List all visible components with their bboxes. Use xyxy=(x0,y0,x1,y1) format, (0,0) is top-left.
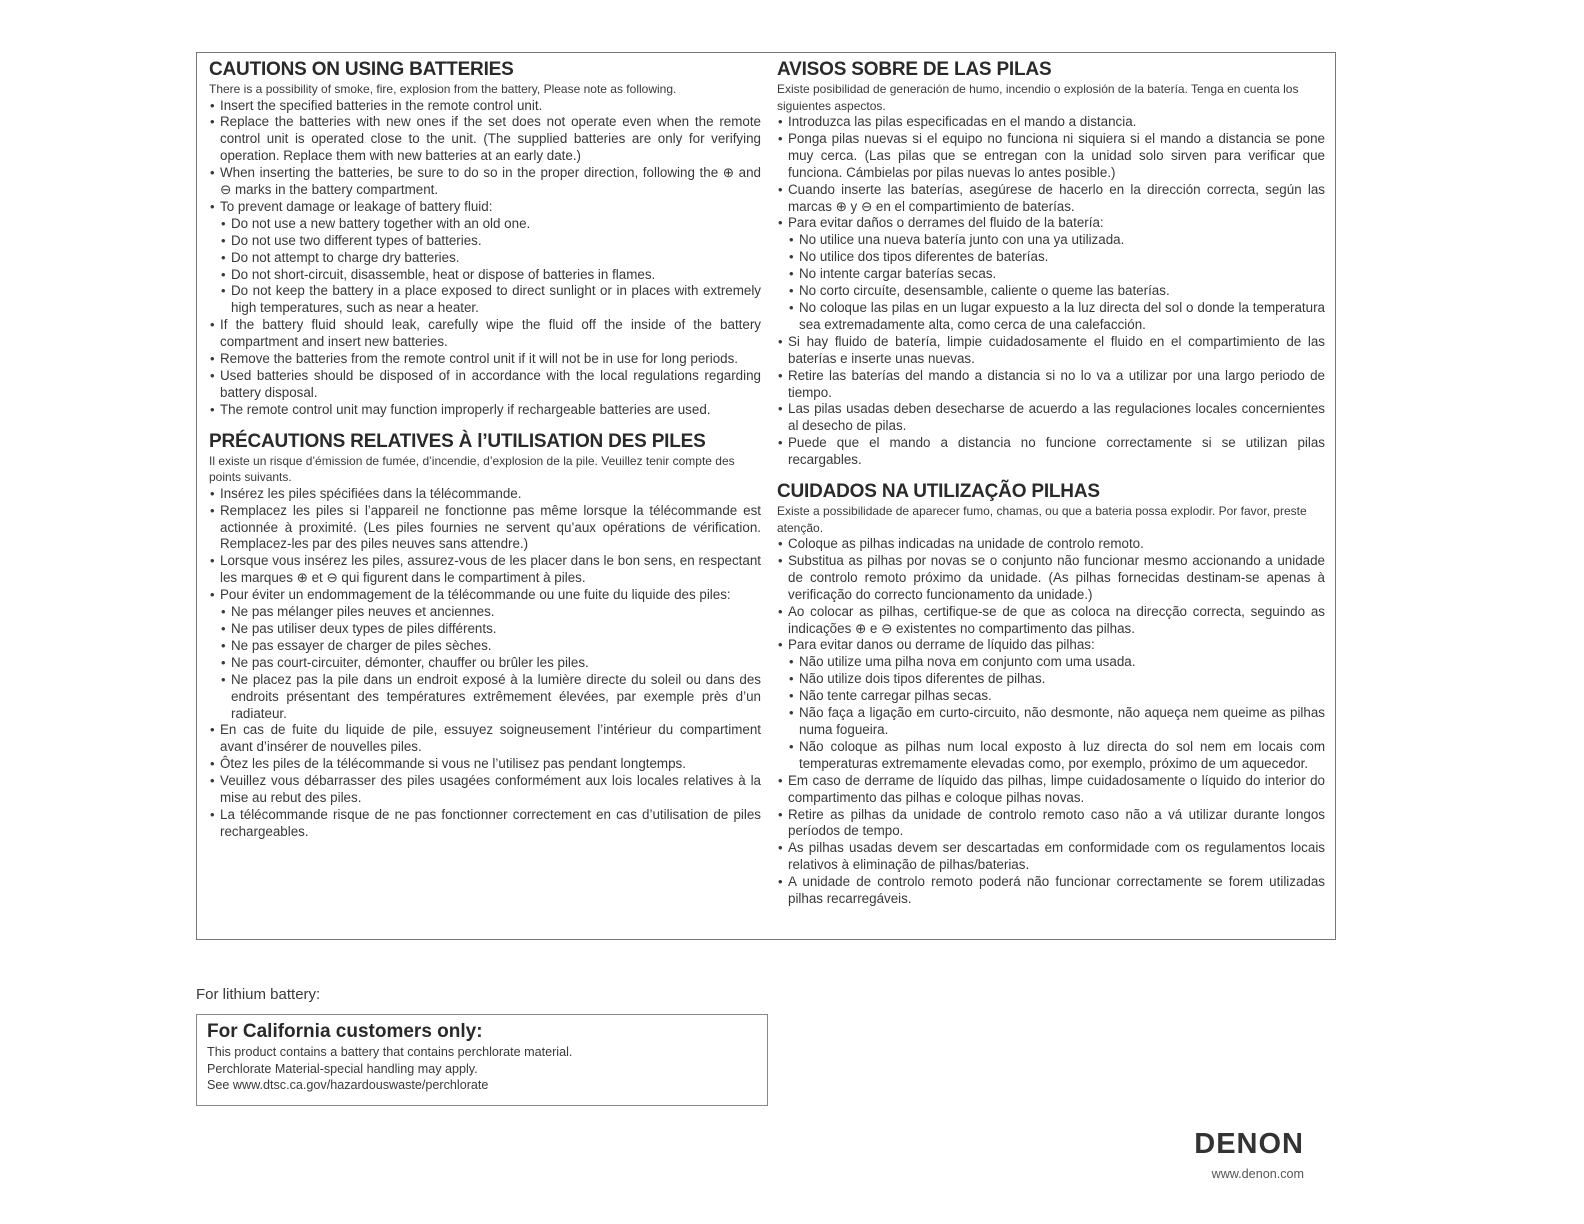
section-pt xyxy=(777,481,1325,908)
bullet-text: Coloque as pilhas indicadas na unidade de controlo remoto. xyxy=(788,536,1144,552)
bullet-dot: • xyxy=(778,114,783,129)
bullet-text: Ôtez les piles de la télécommande si vous ne l’utilisez pas pendant longtemps. xyxy=(220,756,686,772)
bullet-item xyxy=(220,233,761,250)
bullet-item xyxy=(220,604,761,621)
bullet-item xyxy=(220,250,761,267)
california-line: See www.dtsc.ca.gov/hazardouswaste/perchlorate xyxy=(207,1078,489,1092)
section-en xyxy=(209,59,761,419)
bullet-item xyxy=(220,216,761,233)
bullet-dot: • xyxy=(221,604,226,620)
bullet-text: Em caso de derrame de líquido das pilhas, limpe cuidadosamente o líquido do interior do compartimento das pilhas e coloque pilhas novas. xyxy=(788,772,1325,805)
bullet-item xyxy=(788,688,1325,705)
bullet-text: Do not short-circuit, disassemble, heat or dispose of batteries in flames. xyxy=(231,266,656,282)
bullet-text: Não tente carregar pilhas secas. xyxy=(799,688,992,704)
sub-bullet-list xyxy=(788,654,1325,772)
bullet-item xyxy=(777,536,1325,553)
bullet-text: Used batteries should be disposed of in accordance with the local regulations regarding battery disposal. xyxy=(220,368,761,400)
bullet-text: No corto circuíte, desensamble, caliente o queme las baterías. xyxy=(799,283,1170,299)
bullet-dot: • xyxy=(210,165,215,181)
bullet-dot: • xyxy=(778,401,783,417)
bullet-item xyxy=(777,637,1325,654)
bullet-text: Veuillez vous débarrasser des piles usagées conformément aux lois locales relatives à la mise au rebut des piles. xyxy=(220,773,761,806)
bullet-dot: • xyxy=(789,249,794,265)
section-heading: AVISOS SOBRE DE LAS PILAS xyxy=(777,59,1052,80)
bullet-text: Lorsque vous insérez les piles, assurez-vous de les placer dans le bon sens, en respectant les marques ⊕ et ⊖ qui figurent dans le compartiment à piles. xyxy=(220,553,761,586)
bullet-dot: • xyxy=(778,215,783,231)
bullet-dot: • xyxy=(789,283,794,299)
bullet-text: A unidade de controlo remoto poderá não funcionar correctamente se forem utilizadas pilhas recarregáveis. xyxy=(788,874,1325,907)
bullet-text: Do not use a new battery together with an old one. xyxy=(231,215,531,231)
sub-bullet-list xyxy=(788,232,1325,333)
bullet-item xyxy=(220,621,761,638)
bullet-dot: • xyxy=(210,722,215,738)
bullet-text: Não faça a ligação em curto-circuito, não desmonte, não aqueça nem queime as pilhas numa fogueira. xyxy=(799,705,1325,737)
bullet-text: When inserting the batteries, be sure to do so in the proper direction, following the ⊕ and ⊖ marks in the battery compartment. xyxy=(220,165,761,198)
bullet-item xyxy=(788,654,1325,671)
bullet-text: Insérez les piles spécifiées dans la télécommande. xyxy=(220,485,522,501)
bullet-item xyxy=(777,553,1325,604)
bullet-dot: • xyxy=(210,114,215,130)
bullet-text: Retire as pilhas da unidade de controlo remoto caso não a vá utilizar durante longos períodos de tempo. xyxy=(788,806,1325,839)
bullet-text: Remove the batteries from the remote control unit if it will not be in use for long periods. xyxy=(220,351,739,367)
bullet-text: Ne placez pas la pile dans un endroit exposé à la lumière directe du soleil ou dans des endroits présentant des températures extrêmement élevées, par exemple près d’un radiateur. xyxy=(231,671,761,721)
bullet-text: Insert the specified batteries in the remote control unit. xyxy=(220,97,543,113)
bullet-list xyxy=(777,114,1325,469)
bullet-item xyxy=(209,317,761,351)
bullet-dot: • xyxy=(221,232,226,248)
section-intro: Il existe un risque d’émission de fumée, d’incendie, d’explosion de la pile. Veuillez tenir compte des points suivants. xyxy=(209,453,735,485)
bullet-list xyxy=(777,536,1325,908)
bullet-item xyxy=(209,368,761,402)
bullet-text: Não utilize dois tipos diferentes de pilhas. xyxy=(799,671,1046,687)
bullet-dot: • xyxy=(778,333,783,349)
bullet-item xyxy=(209,722,761,756)
left-column xyxy=(209,59,761,841)
bullet-text: Remplacez les piles si l’appareil ne fonctionne pas même lorsque la télécommande est actionnée à proximité. (Les piles fournies ne servent qu’aux opérations de vérification. Remplacez-les par des piles neuves sans attendre.) xyxy=(220,502,761,552)
bullet-text: To prevent damage or leakage of battery fluid: xyxy=(220,198,493,214)
bullet-dot: • xyxy=(210,502,215,518)
bullet-item xyxy=(209,402,761,419)
bullet-dot: • xyxy=(210,485,215,501)
bullet-item xyxy=(209,553,761,587)
bullet-dot: • xyxy=(789,266,794,282)
bullet-dot: • xyxy=(778,874,783,890)
bullet-text: Ao colocar as pilhas, certifique-se de que as coloca na direcção correcta, seguindo as indicações ⊕ e ⊖ existentes no compartimento das pilhas. xyxy=(788,603,1325,636)
bullet-item xyxy=(777,114,1325,131)
bullet-dot: • xyxy=(778,772,783,788)
bullet-text: Ne pas mélanger piles neuves et anciennes. xyxy=(231,604,495,620)
section-intro: Existe a possibilidade de aparecer fumo, chamas, ou que a bateria possa explodir. Por favor, preste atenção. xyxy=(777,504,1307,535)
bullet-item xyxy=(777,874,1325,908)
bullet-item xyxy=(788,249,1325,266)
bullet-item xyxy=(777,131,1325,182)
bullet-dot: • xyxy=(778,840,783,856)
bullet-dot: • xyxy=(778,637,783,653)
section-heading: PRÉCAUTIONS RELATIVES À l’UTILISATION DES PILES xyxy=(209,430,706,452)
bullet-text: No utilice dos tipos diferentes de baterías. xyxy=(799,249,1049,265)
bullet-dot: • xyxy=(778,536,783,552)
bullet-text: Ne pas essayer de charger de piles sèches. xyxy=(231,637,492,653)
bullet-item xyxy=(777,368,1325,402)
bullet-dot: • xyxy=(210,773,215,789)
bullet-dot: • xyxy=(221,620,226,636)
california-line: This product contains a battery that contains perchlorate material. xyxy=(207,1045,573,1059)
bullet-item xyxy=(220,283,761,317)
bullet-item xyxy=(209,587,761,604)
bullet-list xyxy=(209,486,761,841)
bullet-dot: • xyxy=(210,97,215,113)
bullet-text: Ne pas utiliser deux types de piles différents. xyxy=(231,620,497,636)
sub-bullet-list xyxy=(220,216,761,317)
bullet-text: Introduzca las pilas especificadas en el mando a distancia. xyxy=(788,114,1137,129)
bullet-item xyxy=(777,401,1325,435)
bullet-item xyxy=(220,267,761,284)
bullet-item xyxy=(777,182,1325,216)
bullet-dot: • xyxy=(778,603,783,619)
bullet-dot: • xyxy=(778,435,783,451)
bullet-dot: • xyxy=(789,671,794,687)
bullet-list xyxy=(209,98,761,419)
bullet-text: No utilice una nueva batería junto con una ya utilizada. xyxy=(799,232,1125,248)
bullet-text: Cuando inserte las baterías, asegúrese de hacerlo en la dirección correcta, según las marcas ⊕ y ⊖ en el compartimiento de baterías. xyxy=(788,181,1325,214)
bullet-dot: • xyxy=(778,130,783,146)
bullet-dot: • xyxy=(210,587,215,603)
california-heading: For California customers only: xyxy=(207,1021,483,1042)
bullet-item xyxy=(777,807,1325,841)
section-fr xyxy=(209,431,761,841)
bullet-item xyxy=(209,486,761,503)
bullet-item xyxy=(788,705,1325,739)
bullet-item xyxy=(788,300,1325,334)
bullet-text: Ponga pilas nuevas si el equipo no funciona ni siquiera si el mando a distancia se pone muy cerca. (Las pilas que se entregan con la unidad solo sirven para verificar que funciona. Cámbielas por pilas nuevas lo antes posible.) xyxy=(788,130,1325,180)
denon-logo: DENON xyxy=(1194,1128,1304,1160)
bullet-item xyxy=(209,756,761,773)
section-intro: There is a possibility of smoke, fire, explosion from the battery, Please note as following. xyxy=(209,82,677,96)
bullet-dot: • xyxy=(221,654,226,670)
california-notice xyxy=(196,1014,768,1106)
bullet-dot: • xyxy=(210,553,215,569)
bullet-text: Replace the batteries with new ones if the set does not operate even when the remote control unit is operated close to the unit. (The supplied batteries are only for verifying operation. Replace them with new batteries at an early date.) xyxy=(220,114,761,164)
bullet-text: As pilhas usadas devem ser descartadas em conformidade com os regulamentos locais relativos à eliminação de pilhas/baterias. xyxy=(788,840,1325,873)
bullet-item xyxy=(209,351,761,368)
bullet-dot: • xyxy=(210,806,215,822)
bullet-dot: • xyxy=(789,705,794,721)
bullet-text: Do not attempt to charge dry batteries. xyxy=(231,249,460,265)
bullet-dot: • xyxy=(778,806,783,822)
bullet-item xyxy=(777,604,1325,638)
bullet-item xyxy=(209,503,761,554)
bullet-dot: • xyxy=(789,738,794,754)
section-heading: CUIDADOS NA UTILIZAÇÃO PILHAS xyxy=(777,481,1100,503)
sub-bullet-list xyxy=(220,604,761,722)
bullet-item xyxy=(788,266,1325,283)
section-es xyxy=(777,59,1325,469)
bullet-dot: • xyxy=(221,671,226,687)
bullet-text: Para evitar danos ou derrame de líquido das pilhas: xyxy=(788,637,1095,653)
bullet-text: Puede que el mando a distancia no funcione correctamente si se utilizan pilas recargables. xyxy=(788,435,1325,468)
bullet-text: Não utilize uma pilha nova em conjunto com uma usada. xyxy=(799,654,1136,670)
california-line: Perchlorate Material-special handling may apply. xyxy=(207,1061,478,1076)
bullet-item xyxy=(220,638,761,655)
battery-cautions-box xyxy=(196,52,1336,940)
bullet-text: Pour éviter un endommagement de la télécommande ou une fuite du liquide des piles: xyxy=(220,587,731,603)
bullet-item xyxy=(777,215,1325,232)
bullet-text: Si hay fluido de batería, limpie cuidadosamente el fluido en el compartimiento de las baterías e inserte unas nuevas. xyxy=(788,333,1325,366)
bullet-text: No coloque las pilas en un lugar expuesto a la luz directa del sol o donde la temperatura sea extremadamente alta, como cerca de una calefacción. xyxy=(799,299,1325,332)
bullet-dot: • xyxy=(789,232,794,248)
bullet-dot: • xyxy=(221,249,226,265)
bullet-dot: • xyxy=(210,198,215,214)
bullet-item xyxy=(220,655,761,672)
brand-url: www.denon.com xyxy=(1211,1167,1304,1181)
bullet-text: Do not keep the battery in a place exposed to direct sunlight or in places with extremely high temperatures, such as near a heater. xyxy=(231,283,761,316)
bullet-text: En cas de fuite du liquide de pile, essuyez soigneusement l’intérieur du compartiment avant d’insérer de nouvelles piles. xyxy=(220,722,761,755)
bullet-item xyxy=(777,435,1325,469)
bullet-item xyxy=(777,773,1325,807)
bullet-dot: • xyxy=(789,688,794,704)
bullet-dot: • xyxy=(210,368,215,383)
bullet-dot: • xyxy=(789,299,794,315)
bullet-dot: • xyxy=(778,552,783,568)
bullet-text: The remote control unit may function improperly if rechargeable batteries are used. xyxy=(220,401,711,417)
bullet-dot: • xyxy=(221,637,226,653)
bullet-text: Do not use two different types of batteries. xyxy=(231,232,482,248)
bullet-item xyxy=(209,114,761,165)
right-column xyxy=(777,59,1325,908)
bullet-item xyxy=(220,672,761,723)
bullet-dot: • xyxy=(210,401,215,417)
bullet-text: La télécommande risque de ne pas fonctionner correctement en cas d’utilisation de piles rechargeables. xyxy=(220,806,761,839)
bullet-text: Para evitar daños o derrames del fluido de la batería: xyxy=(788,215,1104,231)
bullet-dot: • xyxy=(778,367,783,383)
bullet-dot: • xyxy=(221,266,226,282)
bullet-text: Ne pas court-circuiter, démonter, chauffer ou brûler les piles. xyxy=(231,654,589,670)
bullet-item xyxy=(788,232,1325,249)
section-intro: Existe posibilidad de generación de humo, incendio o explosión de la batería. Tenga en cuenta los siguientes aspectos. xyxy=(777,82,1299,113)
bullet-dot: • xyxy=(221,215,226,231)
bullet-text: If the battery fluid should leak, carefully wipe the fluid off the inside of the battery compartment and insert new batteries. xyxy=(220,317,761,350)
bullet-dot: • xyxy=(210,351,215,367)
lithium-note: For lithium battery: xyxy=(196,986,321,1003)
bullet-item xyxy=(209,807,761,841)
bullet-item xyxy=(788,671,1325,688)
bullet-dot: • xyxy=(210,317,215,333)
bullet-dot: • xyxy=(789,654,794,670)
bullet-text: Substitua as pilhas por novas se o conjunto não funcionar mesmo accionando a unidade de controlo remoto próximo da unidade. (As pilhas fornecidas destinam-se apenas à verificação do correcto funcionamento da unidade.) xyxy=(788,552,1325,602)
bullet-item xyxy=(777,334,1325,368)
bullet-dot: • xyxy=(221,283,226,299)
bullet-item xyxy=(209,773,761,807)
section-heading: CAUTIONS ON USING BATTERIES xyxy=(209,59,514,80)
bullet-text: No intente cargar baterías secas. xyxy=(799,266,997,282)
bullet-text: Las pilas usadas deben desecharse de acuerdo a las regulaciones locales concernientes al desecho de pilas. xyxy=(788,401,1325,434)
bullet-text: Não coloque as pilhas num local exposto à luz directa do sol nem em locais com temperaturas extremamente elevadas como, por exemplo, próximo de um aquecedor. xyxy=(799,738,1325,771)
bullet-dot: • xyxy=(210,756,215,772)
bullet-item xyxy=(209,98,761,115)
bullet-text: Retire las baterías del mando a distancia si no lo va a utilizar por una largo periodo de tiempo. xyxy=(788,367,1325,400)
bullet-dot: • xyxy=(778,181,783,197)
bullet-item xyxy=(788,283,1325,300)
bullet-item xyxy=(777,840,1325,874)
bullet-item xyxy=(209,199,761,216)
bullet-item xyxy=(788,739,1325,773)
bullet-item xyxy=(209,165,761,199)
